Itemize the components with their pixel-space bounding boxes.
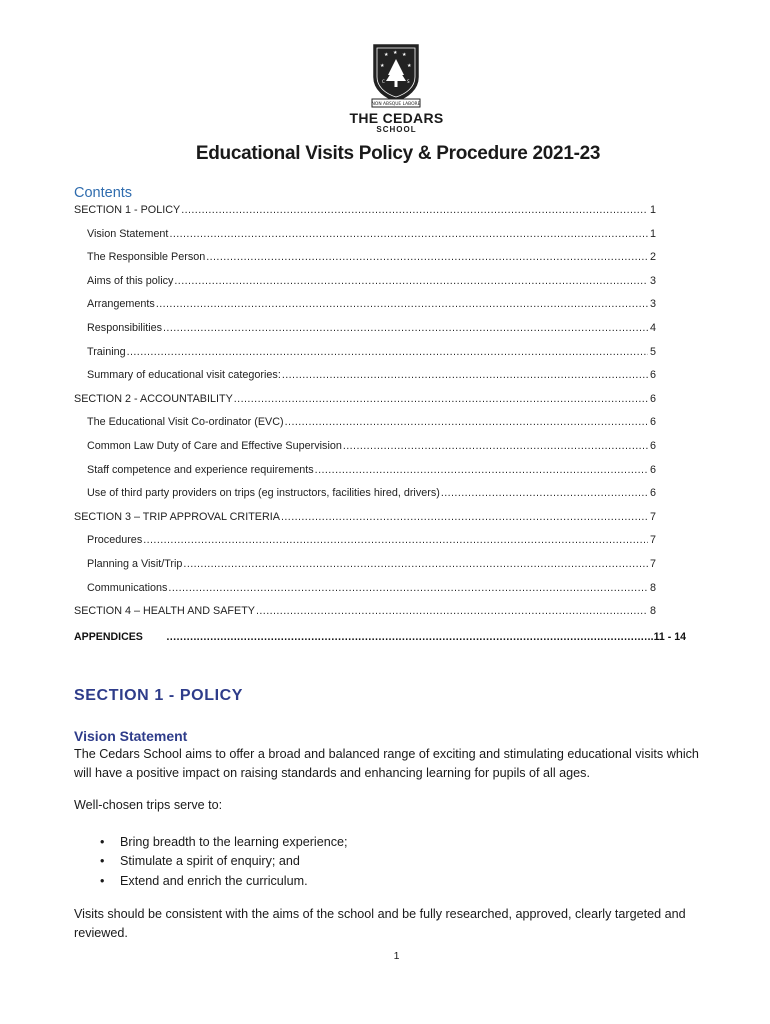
paragraph-visits: Visits should be consistent with the aims of the school and be fully researched, approved, clearly targeted and reviewed. [74,907,686,940]
toc-dot-leader [343,440,648,452]
bullet-icon: • [100,835,105,849]
toc-entry-page: 6 [649,392,656,405]
toc-entry-page: 6 [649,463,656,476]
svg-text:★: ★ [407,63,412,69]
toc-appendices[interactable] [74,631,686,643]
toc-dot-leader [315,464,648,476]
toc-entry-page: 6 [649,416,656,429]
toc-entry-label: Staff competence and experience requirements [87,463,314,476]
toc-entry-page: 3 [649,298,656,311]
bullet-item [74,833,348,852]
toc-entry-page: 6 [649,487,656,500]
toc-entry-label: SECTION 2 - ACCOUNTABILITY [74,392,233,405]
toc-entry[interactable] [74,251,656,275]
svg-text:C: C [382,79,385,84]
toc-entry-page: 7 [649,557,656,570]
paragraph-trips: Well-chosen trips serve to: [74,798,223,812]
toc-entry[interactable] [74,228,656,252]
toc-appendices-label: APPENDICES [74,631,143,643]
toc-dot-leader [281,511,648,523]
toc-entry-page: 8 [649,581,656,594]
toc-entry-page: 1 [649,204,656,216]
bullet-icon: • [100,873,105,888]
toc-entry-label: SECTION 3 – TRIP APPROVAL CRITERIA [74,510,280,523]
toc-entry[interactable] [74,298,656,322]
toc-dot-leader [234,393,648,405]
toc-dot-leader [166,631,651,643]
toc-dot-leader [163,322,648,334]
toc-dot-leader [168,582,648,594]
svg-text:★: ★ [380,63,385,69]
bullet-text: Stimulate a spirit of enquiry; and [120,854,300,869]
toc-entry-label: Arrangements [87,298,155,311]
svg-text:★: ★ [402,52,407,58]
toc-dot-leader [441,487,648,499]
toc-entry[interactable] [74,416,656,440]
svg-text:★: ★ [393,50,398,56]
toc-entry-page: 6 [649,369,656,382]
toc-entry-label: Common Law Duty of Care and Effective Supervision [87,439,342,452]
toc-entry-page: 2 [649,251,656,264]
document-title: Educational Visits Policy & Procedure 2021-23 [195,143,601,164]
toc-entry-page: 1 [649,227,656,240]
contents-heading: Contents [74,185,133,201]
vision-statement-heading: Vision Statement [74,728,188,744]
toc-entry-page: 7 [649,534,656,547]
bullet-text: Bring breadth to the learning experience; [120,835,348,849]
toc-dot-leader [169,228,648,240]
toc-entry[interactable] [74,393,656,417]
school-name: THE CEDARS [349,110,444,126]
crest-banner-text: NON ABSQUE LABORE [371,102,421,107]
table-of-contents [74,204,656,629]
toc-entry[interactable] [74,534,656,558]
toc-entry-label: SECTION 4 – HEALTH AND SAFETY [74,605,255,618]
toc-entry[interactable] [74,322,656,346]
toc-entry[interactable] [74,511,656,535]
toc-dot-leader [282,369,648,381]
toc-entry-label: Training [87,345,126,358]
toc-entry[interactable] [74,605,656,629]
toc-dot-leader [127,346,648,358]
toc-entry-page: 5 [649,345,656,358]
toc-dot-leader [174,275,648,287]
toc-entry[interactable] [74,440,656,464]
bullet-list [74,833,348,891]
toc-entry[interactable] [74,369,656,393]
toc-entry[interactable] [74,204,656,228]
toc-dot-leader [183,558,648,570]
toc-entry-label: The Responsible Person [87,251,206,264]
school-subtitle: SCHOOL [376,125,417,134]
toc-entry-label: Responsibilities [87,321,163,334]
toc-entry[interactable] [74,582,656,606]
toc-entry[interactable] [74,558,656,582]
toc-entry[interactable] [74,464,656,488]
toc-entry-page: 8 [649,605,656,618]
toc-dot-leader [156,298,648,310]
toc-entry[interactable] [74,275,656,299]
svg-text:S: S [407,79,410,84]
toc-entry-label: SECTION 1 - POLICY [74,204,181,216]
paragraph-intro: The Cedars School aims to offer a broad and balanced range of exciting and stimulating educational visits which will have a positive impact on raising standards and enhancing learning for pupils of all ages. [74,747,699,780]
toc-entry-label: Vision Statement [87,227,169,240]
toc-entry-label: Communications [87,581,168,594]
toc-entry-page: 4 [649,321,656,334]
section-heading: SECTION 1 - POLICY [74,687,244,704]
bullet-item [74,852,348,871]
toc-entry[interactable] [74,487,656,511]
toc-entry-label: Planning a Visit/Trip [87,557,183,570]
toc-dot-leader [181,204,648,216]
toc-entry-label: Use of third party providers on trips (eg instructors, facilities hired, drivers) [87,487,440,500]
toc-dot-leader [256,605,648,617]
bullet-item [74,872,348,891]
toc-entry-label: Summary of educational visit categories: [87,369,281,382]
toc-entry-label: The Educational Visit Co-ordinator (EVC) [87,416,284,429]
toc-entry-page: 3 [649,274,656,287]
toc-entry-page: 7 [649,510,656,523]
toc-dot-leader [143,534,648,546]
toc-dot-leader [206,251,648,263]
toc-appendices-page: .11 - 14 [650,631,686,643]
toc-dot-leader [285,416,648,428]
school-crest-logo [370,43,422,109]
bullet-text: Extend and enrich the curriculum. [120,873,308,888]
toc-entry[interactable] [74,346,656,370]
bullet-icon: • [100,854,105,869]
toc-entry-label: Aims of this policy [87,274,174,287]
toc-entry-label: Procedures [87,534,143,547]
toc-entry-page: 6 [649,439,656,452]
page-number: 1 [393,950,400,962]
svg-text:★: ★ [384,52,389,58]
